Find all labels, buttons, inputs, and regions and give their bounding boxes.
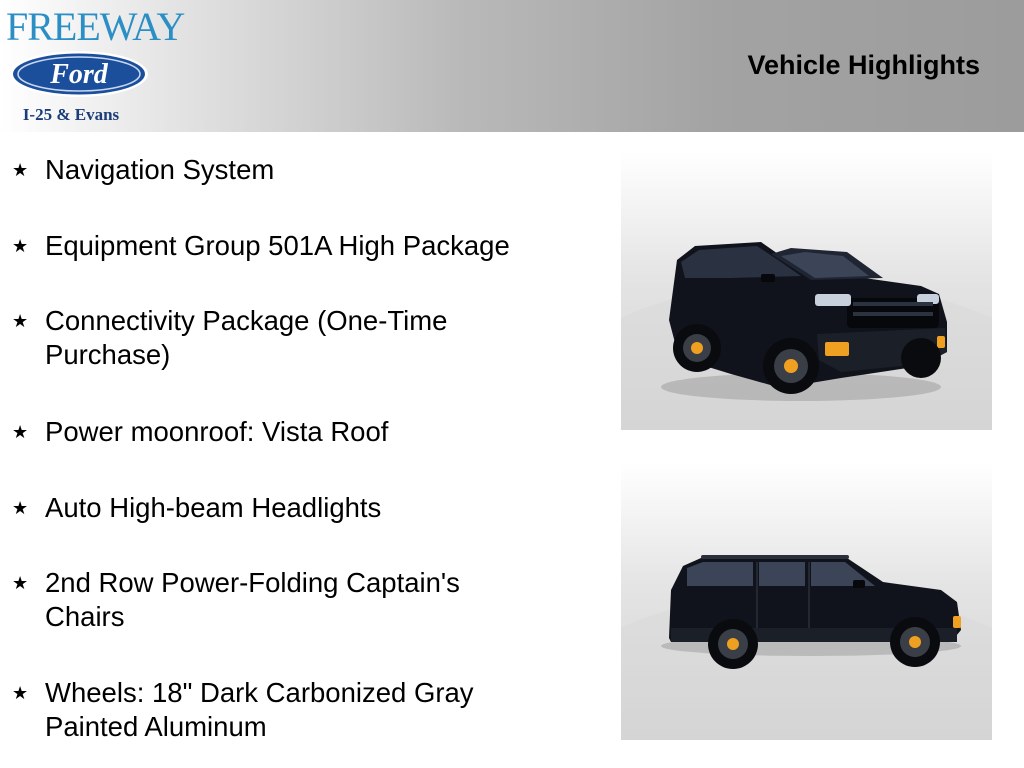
star-icon: ★ [12, 311, 29, 331]
page-title: Vehicle Highlights [747, 50, 980, 80]
feature-text: Power moonroof: Vista Roof [45, 416, 389, 447]
logo-freeway-text: FREEWAY [6, 4, 185, 49]
star-icon: ★ [12, 160, 29, 180]
star-icon: ★ [12, 236, 29, 256]
ford-script-text: Ford [50, 59, 108, 90]
logo-location-text: I-25 & Evans [22, 105, 120, 124]
star-icon: ★ [12, 422, 29, 442]
feature-text: Navigation System [45, 154, 275, 185]
star-icon: ★ [12, 498, 29, 518]
feature-text: Equipment Group 501A High Package [45, 230, 510, 261]
star-icon: ★ [12, 683, 29, 703]
feature-text: Auto High-beam Headlights [45, 492, 382, 523]
feature-text: 2nd Row Power-Folding Captain's Chairs [45, 567, 460, 632]
star-icon: ★ [12, 573, 29, 593]
vehicle-photo-front[interactable] [621, 152, 992, 430]
vehicle-photo-side[interactable] [621, 462, 992, 740]
feature-text: Connectivity Package (One-Time Purchase) [45, 305, 448, 370]
feature-text: Wheels: 18" Dark Carbonized Gray Painted Aluminum [45, 677, 474, 742]
